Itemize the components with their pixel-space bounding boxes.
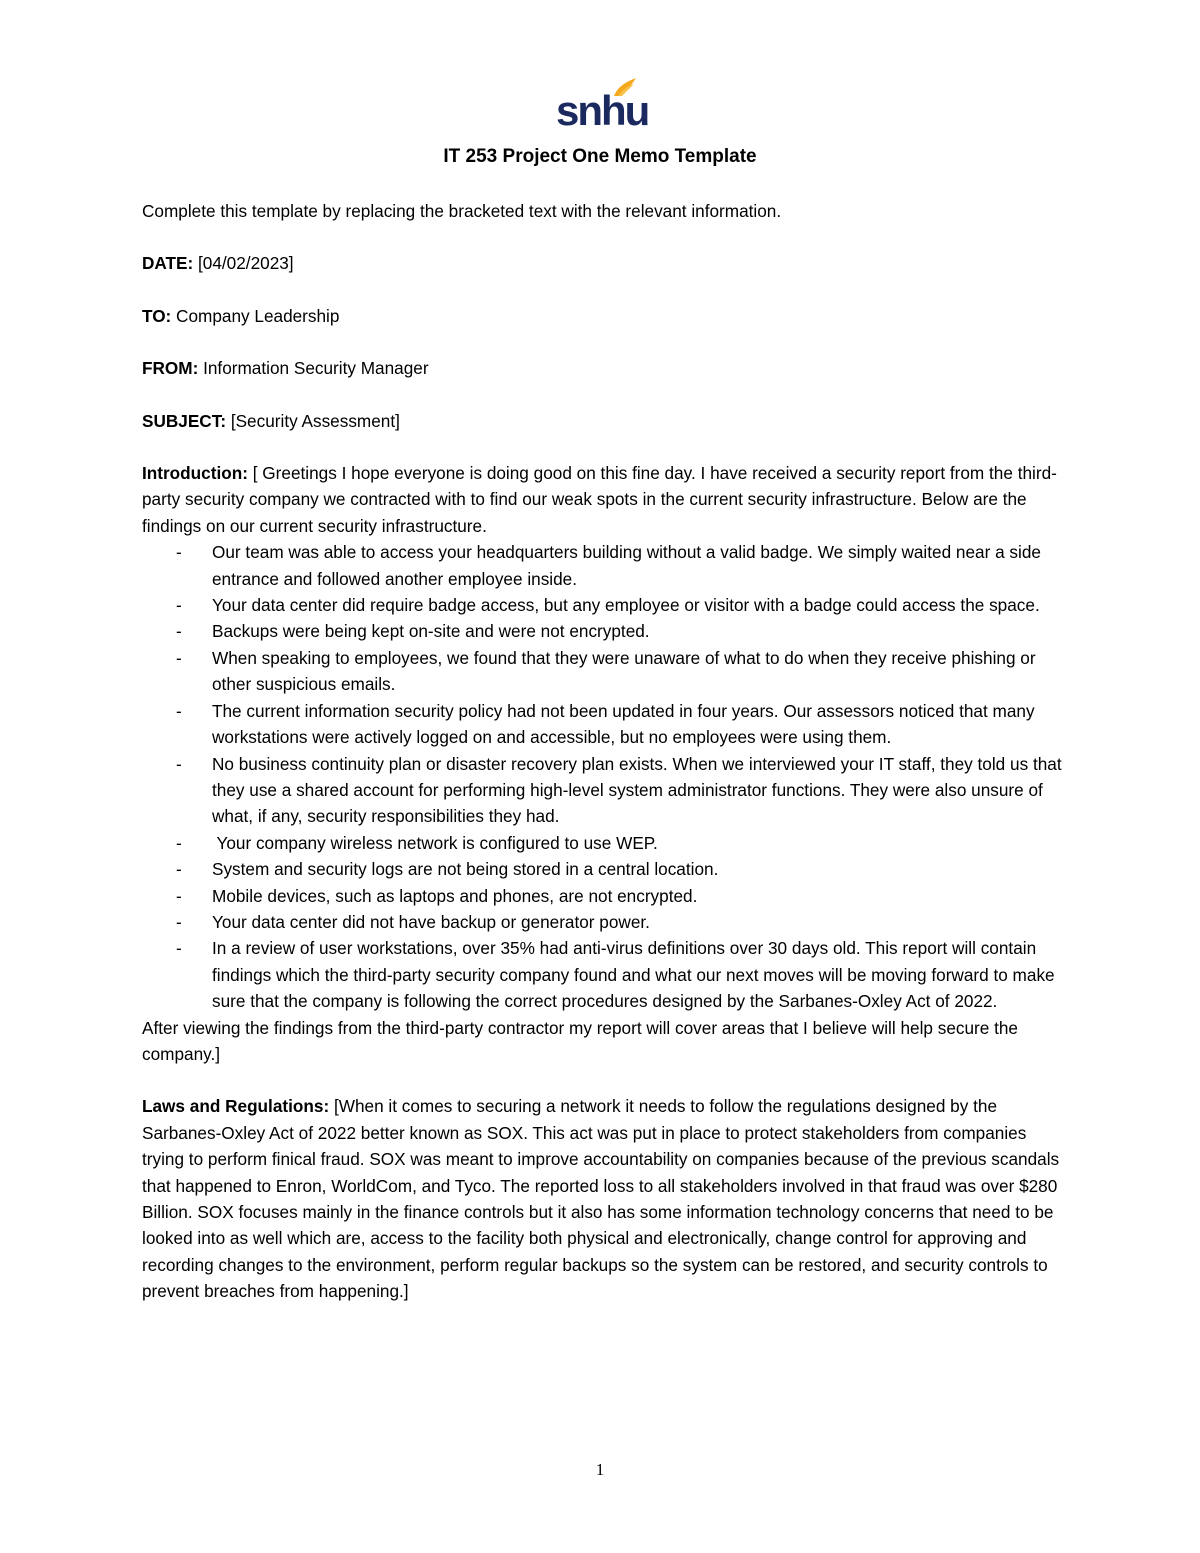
findings-list [142, 539, 1072, 1014]
list-item [142, 909, 1072, 935]
from-line [142, 355, 1072, 381]
bullet-dash: - [176, 938, 182, 959]
memo-body [142, 198, 1072, 1305]
date-value: [04/02/2023] [193, 253, 294, 274]
bullet-dash: - [176, 700, 182, 721]
list-item [142, 935, 1072, 1014]
introduction-paragraph [142, 460, 1072, 539]
bullet-dash: - [176, 753, 182, 774]
bullet-dash: - [176, 621, 182, 642]
laws-text: [When it comes to securing a network it needs to follow the regulations designed by the Sarbanes-Oxley Act of 2022 better known as SOX. This act was put in place to protect stakeholders from companies trying to perform finical fraud. SOX was meant to improve accountability on companies because of the previous scandals that happened to Enron, WorldCom, and Tyco. The reported loss to all stakeholders involved in that fraud was over $280 Billion. SOX focuses mainly in the finance controls but it also has some information technology concerns that need to be looked into as well which are, access to the facility both physical and electronically, change control for approving and recording changes to the environment, perform regular backups so the system can be restored, and security controls to prevent breaches from happening.] [142, 1096, 1060, 1302]
finding-text: System and security logs are not being stored in a central location. [212, 859, 719, 880]
finding-text: Your data center did require badge access, but any employee or visitor with a badge could access the space. [212, 595, 1040, 616]
list-item [142, 592, 1072, 618]
list-item [142, 698, 1072, 751]
date-line [142, 250, 1072, 276]
list-item [142, 751, 1072, 830]
finding-text: Mobile devices, such as laptops and phones, are not encrypted. [212, 885, 698, 906]
to-label: TO: [142, 305, 172, 326]
bullet-dash: - [176, 832, 182, 853]
logo-text: snhu [556, 87, 649, 134]
page-title: IT 253 Project One Memo Template [443, 146, 757, 167]
instructions: Complete this template by replacing the bracketed text with the relevant information. [142, 201, 782, 221]
list-item [142, 618, 1072, 644]
finding-text: Our team was able to access your headquarters building without a valid badge. We simply waited near a side entrance and followed another employee inside. [212, 542, 1041, 589]
list-item [142, 645, 1072, 698]
finding-text: Your data center did not have backup or generator power. [212, 911, 650, 932]
bullet-dash: - [176, 542, 182, 563]
bullet-dash: - [176, 647, 182, 668]
bullet-dash: - [176, 911, 182, 932]
list-item [142, 830, 1072, 856]
finding-text: No business continuity plan or disaster recovery plan exists. When we interviewed your IT staff, they told us that they use a shared account for performing high-level system administrator functions. They were also unsure of what, if any, security responsibilities they had. [212, 753, 1062, 827]
bullet-dash: - [176, 885, 182, 906]
subject-label: SUBJECT: [142, 410, 227, 431]
subject-line [142, 408, 1072, 434]
date-label: DATE: [142, 253, 194, 274]
finding-text: Your company wireless network is configured to use WEP. [212, 832, 658, 853]
bullet-dash: - [176, 859, 182, 880]
page-number: 1 [595, 1460, 605, 1479]
introduction-closing: After viewing the findings from the third-party contractor my report will cover areas that I believe will help secure the company.] [142, 1017, 1018, 1064]
laws-label: Laws and Regulations: [142, 1096, 330, 1117]
snhu-logo [556, 76, 649, 134]
finding-text: Backups were being kept on-site and were not encrypted. [212, 621, 650, 642]
finding-text: When speaking to employees, we found that they were unaware of what to do when they receive phishing or other suspicious emails. [212, 647, 1036, 695]
to-line [142, 303, 1072, 329]
introduction-text: [ Greetings I hope everyone is doing good on this fine day. I have received a security report from the third-party security company we contracted with to find our weak spots in the current security infrastructure. Below are the findings on our current security infrastructure. [142, 463, 1057, 536]
laws-paragraph [142, 1093, 1072, 1304]
list-item [142, 856, 1072, 882]
bullet-dash: - [176, 595, 182, 616]
subject-value: [Security Assessment] [226, 410, 400, 431]
from-label: FROM: [142, 358, 199, 379]
finding-text: The current information security policy had not been updated in four years. Our assessors noticed that many workstations were actively logged on and accessible, but no employees were using them. [212, 700, 1035, 748]
from-value: Information Security Manager [198, 358, 429, 379]
introduction-label: Introduction: [142, 463, 248, 484]
list-item [142, 539, 1072, 592]
list-item [142, 883, 1072, 909]
to-value: Company Leadership [171, 305, 340, 326]
finding-text: In a review of user workstations, over 35% had anti-virus definitions over 30 days old. This report will contain findings which the third-party security company found and what our next moves will be moving forward to make sure that the company is following the correct procedures designed by the Sarbanes-Oxley Act of 2022. [212, 938, 1055, 1012]
